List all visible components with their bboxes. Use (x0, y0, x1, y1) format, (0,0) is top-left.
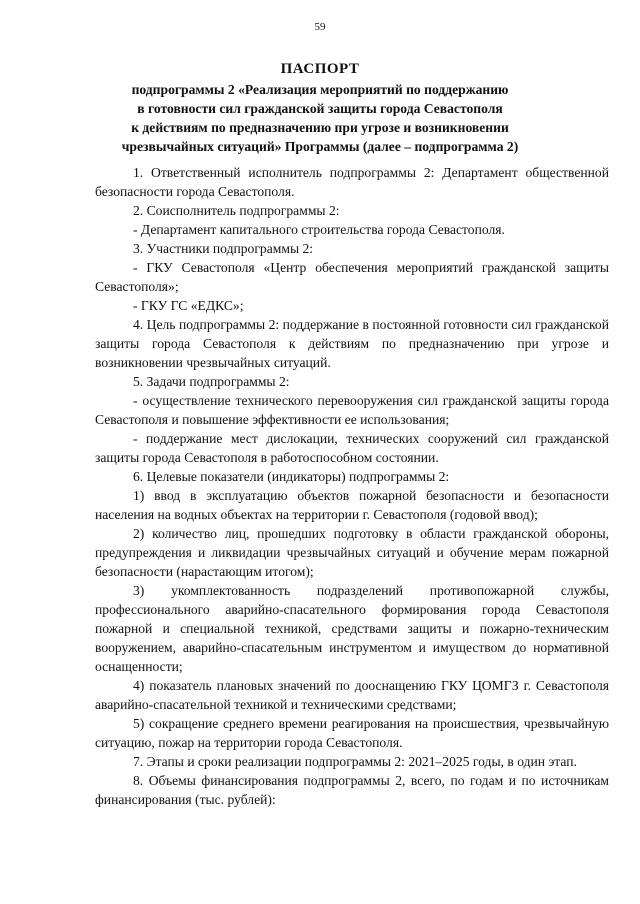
paragraph-indicator-3: 3) укомплектованность подразделений противопожарной службы, профессионального аварийно-спасательного формирования города Севастополя пожарной и специальной техникой, средствами защиты и пожарно-техническим вооружением, аварийно-спасательным инструментом и имуществом до нормативной оснащенности; (95, 583, 609, 674)
paragraph-indicator-1: 1) ввод в эксплуатацию объектов пожарной безопасности и безопасности населения на водных объектах на территории г. Севастополя (годовой ввод); (95, 488, 609, 522)
subtitle-line-2: в готовности сил гражданской защиты города Севастополя (137, 101, 503, 116)
paragraph-co-executor-item: - Департамент капитального строительства города Севастополя. (133, 222, 505, 237)
subtitle-line-3: к действиям по предназначению при угрозе и возникновении (131, 120, 509, 135)
subtitle-line-1: подпрограммы 2 «Реализация мероприятий по поддержанию (131, 82, 509, 97)
passport-header (80, 60, 560, 156)
paragraph-participant-item-2: - ГКУ ГС «ЕДКС»; (133, 298, 244, 313)
paragraph-task-item-1: - осуществление технического перевооружения сил гражданской защиты города Севастополя и повышение эффективности ее использования; (95, 393, 609, 427)
paragraph-responsible-executor: 1. Ответственный исполнитель подпрограммы 2: Департамент общественной безопасности города Севастополя. (95, 165, 609, 199)
subtitle-line-4: чрезвычайных ситуаций» Программы (далее – подпрограмма 2) (121, 139, 519, 154)
document-title: ПАСПОРТ (280, 61, 360, 77)
paragraph-financing: 8. Объемы финансирования подпрограммы 2, всего, по годам и по источникам финансирования (тыс. рублей): (95, 773, 609, 807)
passport-body (95, 163, 609, 809)
paragraph-goal: 4. Цель подпрограммы 2: поддержание в постоянной готовности сил гражданской защиты города Севастополя к действиям по предназначению при угрозе и возникновении чрезвычайных ситуаций. (95, 317, 609, 370)
paragraph-tasks-heading: 5. Задачи подпрограммы 2: (133, 374, 290, 389)
paragraph-stages: 7. Этапы и сроки реализации подпрограммы 2: 2021–2025 годы, в один этап. (133, 754, 577, 769)
page-number: 59 (314, 21, 326, 33)
paragraph-indicators-heading: 6. Целевые показатели (индикаторы) подпрограммы 2: (133, 469, 450, 484)
paragraph-participants-heading: 3. Участники подпрограммы 2: (133, 241, 314, 256)
paragraph-indicator-2: 2) количество лиц, прошедших подготовку в области гражданской обороны, предупреждения и ликвидации чрезвычайных ситуаций и обучение мерам пожарной безопасности (нарастающим итогом); (95, 526, 609, 579)
paragraph-co-executor-heading: 2. Соисполнитель подпрограммы 2: (133, 203, 340, 218)
paragraph-indicator-4: 4) показатель плановых значений по дооснащению ГКУ ЦОМГЗ г. Севастополя аварийно-спасательной техникой и техническими средствами; (95, 678, 609, 712)
paragraph-participant-item-1: - ГКУ Севастополя «Центр обеспечения мероприятий гражданской защиты Севастополя»; (95, 260, 609, 294)
paragraph-indicator-5: 5) сокращение среднего времени реагирования на происшествия, чрезвычайную ситуацию, пожар на территории города Севастополя. (95, 716, 609, 750)
paragraph-task-item-2: - поддержание мест дислокации, технических сооружений сил гражданской защиты города Севастополя в работоспособном состоянии. (95, 431, 609, 465)
